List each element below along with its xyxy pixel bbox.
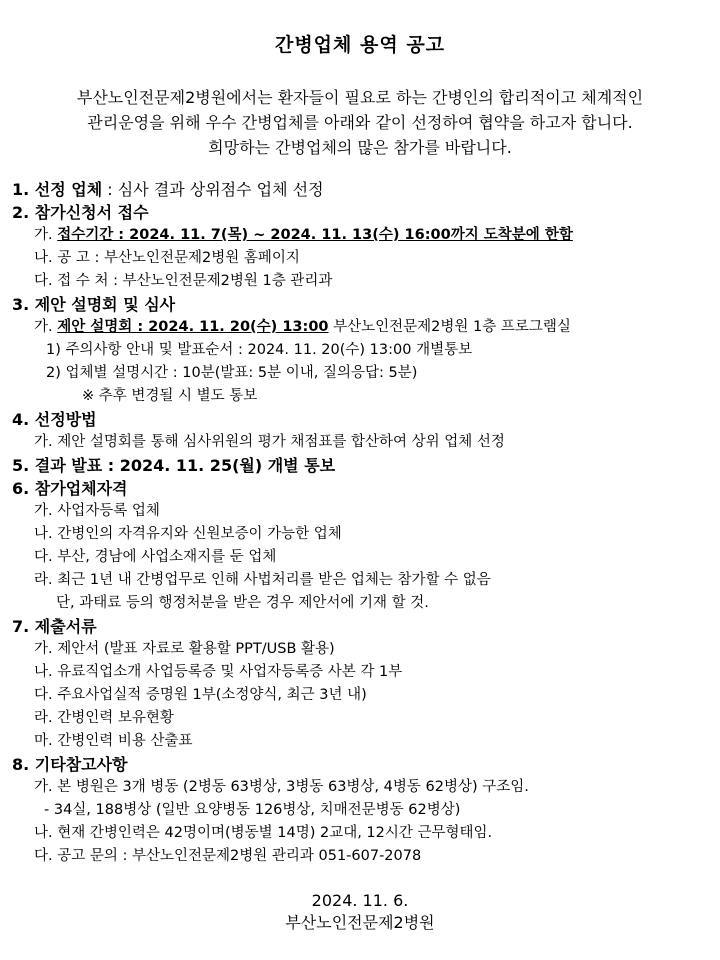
- section-7-item-c: 다. 주요사업실적 증명원 1부(소정양식, 최근 3년 내): [34, 687, 367, 703]
- section-2-item-c: 다. 접 수 처 : 부산노인전문제2병원 1층 관리과: [34, 273, 333, 289]
- section-6-item-a: 가. 사업자등록 업체: [34, 503, 160, 519]
- section-8-item-a: 가. 본 병원은 3개 병동 (2병동 63병상, 3병동 63병상, 4병동 62병상) 구조임.: [34, 779, 529, 795]
- section-7-item-a: 가. 제안서 (발표 자료로 활용할 PPT/USB 활용): [34, 641, 335, 657]
- section-6-item-c: 다. 부산, 경남에 사업소재지를 둔 업체: [34, 549, 277, 565]
- briefing-session-date: 제안 설명회 : 2024. 11. 20(수) 13:00: [57, 319, 329, 335]
- intro-line: 희망하는 간병업체의 많은 참가를 바랍니다.: [208, 138, 512, 157]
- briefing-session-place: 부산노인전문제2병원 1층 프로그램실: [328, 319, 571, 335]
- intro-line: 부산노인전문제2병원에서는 환자들이 필요로 하는 간병인의 합리적이고 체계적인: [76, 88, 644, 107]
- section-6-item-d: 라. 최근 1년 내 간병업무로 인해 사법처리를 받은 업체는 참가할 수 없음: [34, 572, 491, 588]
- document-title: 간병업체 용역 공고: [274, 34, 446, 56]
- document-footer: [12, 890, 708, 934]
- section-3-subitem-1: 1) 주의사항 안내 및 발표순서 : 2024. 11. 20(수) 13:00 개별통보: [46, 342, 473, 358]
- section-6-item-d-continued: 단, 과태료 등의 행정처분을 받은 경우 제안서에 기재 할 것.: [56, 595, 429, 611]
- section-6-item-b: 나. 간병인의 자격유지와 신원보증이 가능한 업체: [34, 526, 342, 542]
- section-8-item-c: 다. 공고 문의 : 부산노인전문제2병원 관리과 051-607-2078: [34, 848, 422, 864]
- section-8-heading: 8. 기타참고사항: [12, 755, 128, 774]
- section-1-text: : 심사 결과 상위점수 업체 선정: [102, 180, 324, 199]
- section-2-heading: 2. 참가신청서 접수: [12, 203, 149, 222]
- section-2-item-a: [12, 224, 708, 247]
- section-3-subitem-2: 2) 업체별 설명시간 : 10분(발표: 5분 이내, 질의응답: 5분): [46, 365, 418, 381]
- section-4-heading: 4. 선정방법: [12, 410, 97, 429]
- section-7-heading: 7. 제출서류: [12, 617, 97, 636]
- section-3-item-a: [12, 316, 708, 339]
- section-8-item-a-detail: - 34실, 188병상 (일반 요양병동 126병상, 치매전문병동 62병상): [44, 802, 461, 818]
- intro-line: 관리운영을 위해 우수 간병업체를 아래와 같이 선정하여 협약을 하고자 합니다.: [87, 113, 633, 132]
- announcement-date: 2024. 11. 6.: [311, 891, 409, 910]
- intro-paragraph: [12, 85, 708, 160]
- section-1-heading: 1. 선정 업체: [12, 180, 103, 199]
- submission-period: 접수기간 : 2024. 11. 7(목) ~ 2024. 11. 13(수) 16:00까지 도착분에 한함: [57, 227, 573, 243]
- section-8-item-b: 나. 현재 간병인력은 42명이며(병동별 14명) 2교대, 12시간 근무형태임.: [34, 825, 493, 841]
- section-5-heading: 5. 결과 발표 : 2024. 11. 25(월) 개별 통보: [12, 456, 336, 475]
- issuing-organization: 부산노인전문제2병원: [285, 913, 435, 932]
- section-7-item-e: 마. 간병인력 비용 산출표: [34, 733, 193, 749]
- item-prefix: 가.: [34, 227, 58, 243]
- section-1: [12, 178, 708, 201]
- section-7-item-d: 라. 간병인력 보유현황: [34, 710, 174, 726]
- section-3-note: ※ 추후 변경될 시 별도 통보: [82, 388, 258, 404]
- section-7-item-b: 나. 유료직업소개 사업등록증 및 사업자등록증 사본 각 1부: [34, 664, 403, 680]
- section-4-item-a: 가. 제안 설명회를 통해 심사위원의 평가 채점표를 합산하여 상위 업체 선정: [34, 434, 505, 450]
- section-3-heading: 3. 제안 설명회 및 심사: [12, 295, 176, 314]
- item-prefix: 가.: [34, 319, 58, 335]
- section-2-item-b: 나. 공 고 : 부산노인전문제2병원 홈페이지: [34, 250, 300, 266]
- section-6-heading: 6. 참가업체자격: [12, 479, 128, 498]
